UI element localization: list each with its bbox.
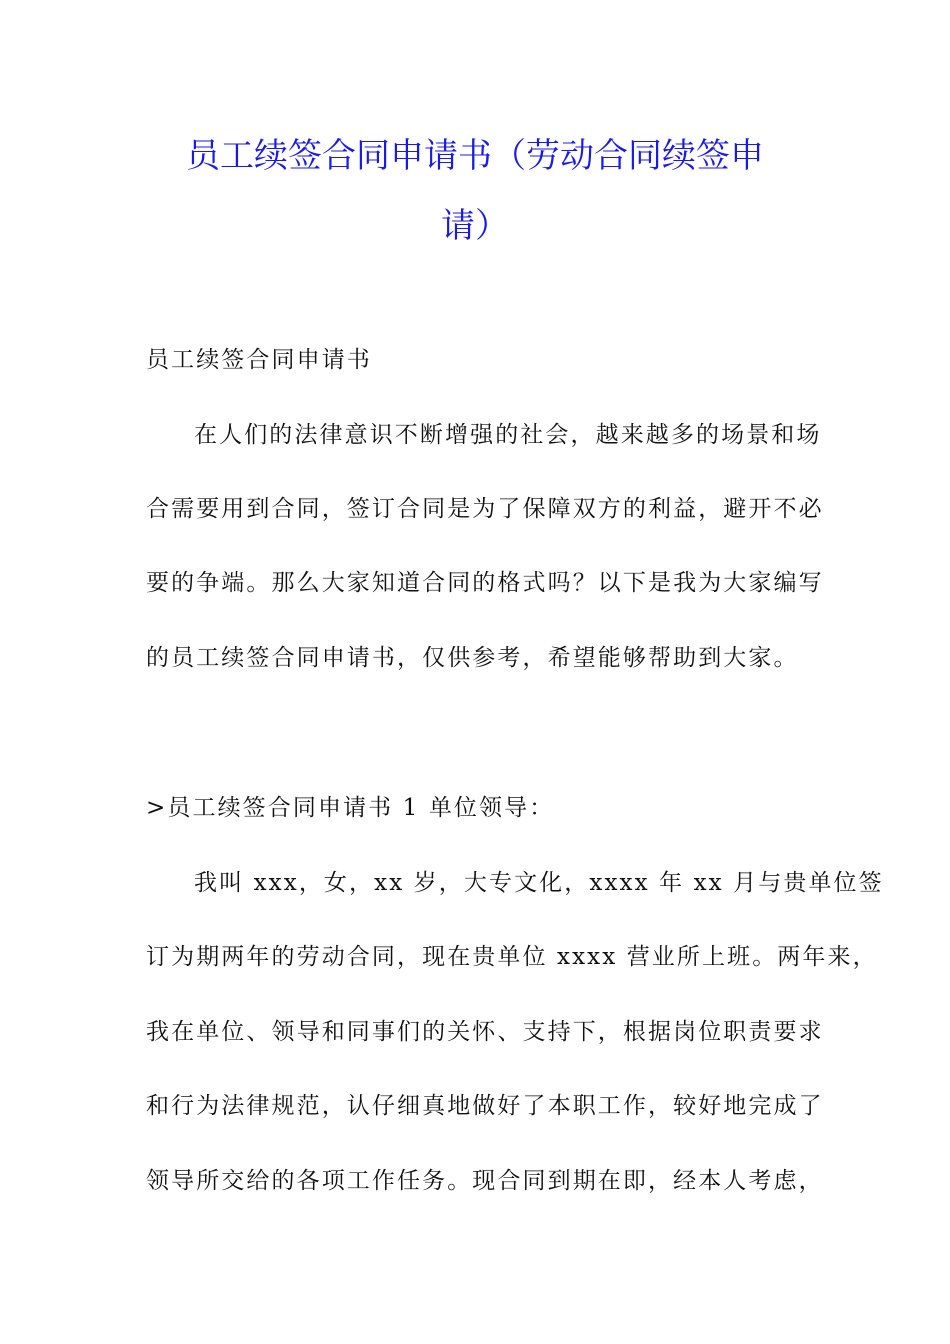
section-paragraph-line: 我叫 xxx，女，xx 岁，大专文化，xxxx 年 xx 月与贵单位签 xyxy=(194,870,884,896)
document-title-line-2: 请） xyxy=(441,206,509,246)
intro-paragraph-line: 合需要用到合同，签订合同是为了保障双方的利益，避开不必 xyxy=(146,496,824,522)
intro-paragraph-line: 在人们的法律意识不断增强的社会，越来越多的场景和场 xyxy=(194,422,822,448)
section-heading: >员工续签合同申请书 1 单位领导： xyxy=(146,795,555,821)
section-paragraph-line: 领导所交给的各项工作任务。现合同到期在即，经本人考虑， xyxy=(146,1168,824,1194)
section-paragraph-line: 和行为法律规范，认仔细真地做好了本职工作，较好地完成了 xyxy=(146,1093,824,1119)
section-paragraph-line: 订为期两年的劳动合同，现在贵单位 xxxx 营业所上班。两年来， xyxy=(146,944,878,970)
document-title-line-1: 员工续签合同申请书（劳动合同续签申 xyxy=(186,136,764,176)
intro-heading: 员工续签合同申请书 xyxy=(146,347,372,373)
intro-paragraph-line: 要的争端。那么大家知道合同的格式吗？以下是我为大家编写 xyxy=(146,570,824,596)
section-paragraph-line: 我在单位、领导和同事们的关怀、支持下，根据岗位职责要求 xyxy=(146,1019,824,1045)
intro-paragraph-line: 的员工续签合同申请书，仅供参考，希望能够帮助到大家。 xyxy=(146,645,799,671)
